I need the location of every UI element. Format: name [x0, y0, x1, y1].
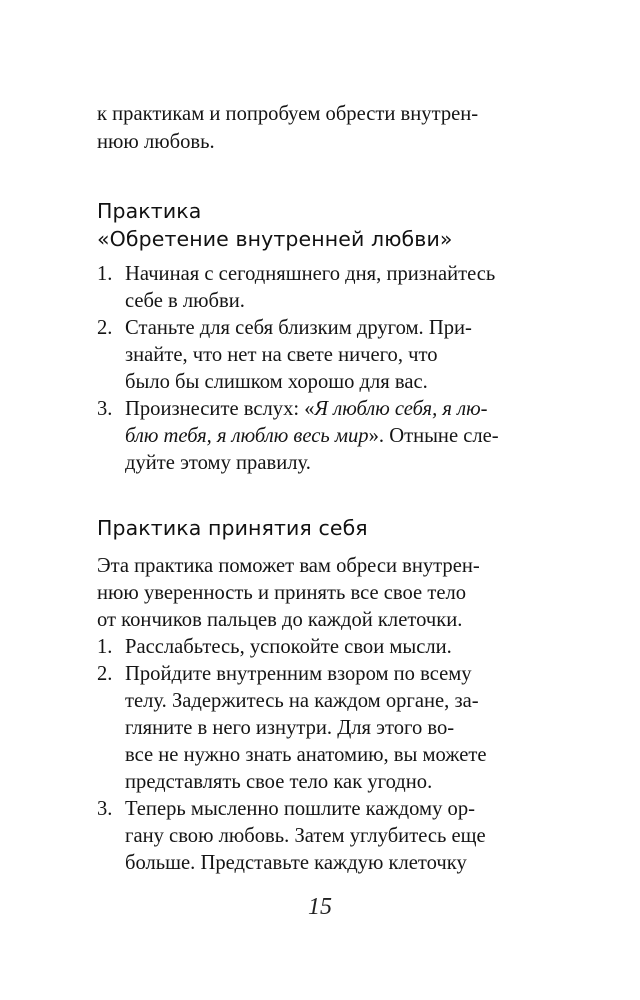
paragraph-line: нюю уверенность и принять все свое тело	[97, 582, 467, 604]
list-item-line: себе в любви.	[125, 290, 245, 312]
list-item-number: 2.	[97, 317, 113, 339]
plain-text: ». Отныне сле-	[368, 425, 499, 447]
list-item-line: Расслабьтесь, успокойте свои мысли.	[125, 636, 452, 658]
plain-text: Произнесите вслух: «	[125, 398, 315, 420]
list-item-number: 3.	[97, 398, 113, 420]
list-item-number: 1.	[97, 636, 113, 658]
section-2-title: Практика принятия себя	[97, 516, 368, 540]
list-item-number: 3.	[97, 798, 113, 820]
paragraph-line: Эта практика поможет вам обреси внутрен-	[97, 555, 480, 577]
list-item-line: Теперь мысленно пошлите каждому ор-	[125, 798, 475, 820]
list-item-line: дуйте этому правилу.	[125, 452, 311, 474]
list-item-number: 2.	[97, 663, 113, 685]
section-1-title-line-2: «Обретение внутренней любви»	[97, 227, 453, 251]
list-item-line: представлять свое тело как угодно.	[125, 771, 433, 793]
list-item-line: больше. Представьте каждую клеточку	[125, 852, 467, 874]
italic-quote: блю тебя, я люблю весь мир	[125, 425, 369, 447]
list-item-line: знайте, что нет на свете ничего, что	[125, 344, 438, 366]
intro-line-1: к практикам и попробуем обрести внутрен-	[97, 103, 479, 125]
intro-line-2: нюю любовь.	[97, 131, 215, 153]
paragraph-line: от кончиков пальцев до каждой клеточки.	[97, 609, 463, 631]
list-item-number: 1.	[97, 263, 113, 285]
section-1-title-line-1: Практика	[97, 199, 202, 223]
list-item-line: Начиная с сегодняшнего дня, признайтесь	[125, 263, 496, 285]
list-item-line	[125, 399, 487, 420]
list-item-line: гану свою любовь. Затем углубитесь еще	[125, 825, 486, 847]
italic-quote: Я люблю себя, я лю-	[314, 398, 488, 420]
list-item-line: Станьте для себя близким другом. При-	[125, 317, 472, 339]
page-number: 15	[308, 894, 332, 920]
list-item-line: все не нужно знать анатомию, вы можете	[125, 744, 487, 766]
list-item-line: Пройдите внутренним взором по всему	[125, 663, 472, 685]
list-item-line: было бы слишком хорошо для вас.	[125, 371, 428, 393]
list-item-line: телу. Задержитесь на каждом органе, за-	[125, 690, 479, 712]
list-item-line: гляните в него изнутри. Для этого во-	[125, 717, 455, 739]
list-item-line	[125, 426, 499, 447]
